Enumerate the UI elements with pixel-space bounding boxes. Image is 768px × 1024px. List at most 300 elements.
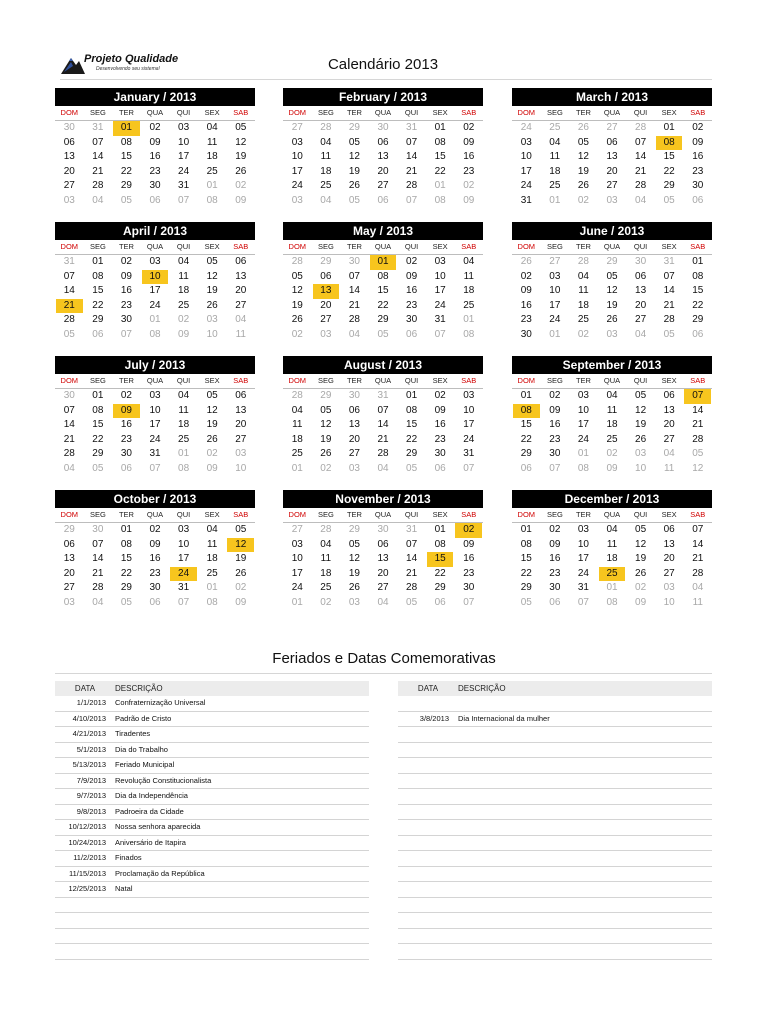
- day-cell: 27: [377, 180, 389, 191]
- day-cell: 19: [348, 165, 360, 177]
- day-cell: 13: [663, 538, 675, 550]
- day-cell: 31: [663, 256, 675, 267]
- table-row: [55, 805, 369, 821]
- day-cell: 24: [577, 567, 589, 579]
- week-row: [283, 165, 483, 180]
- weekday-label: DOM: [288, 242, 307, 251]
- weekday-label: QUA: [374, 108, 392, 117]
- holiday-description: Finados: [115, 853, 142, 862]
- week-row: [283, 270, 483, 285]
- day-cell: 02: [406, 256, 418, 267]
- day-cell: 24: [520, 180, 532, 191]
- table-row: [55, 944, 369, 960]
- week-row: [283, 150, 483, 165]
- day-cell: 16: [120, 285, 132, 296]
- day-cell: 25: [549, 180, 561, 191]
- day-cell: 17: [577, 419, 589, 430]
- day-cell: 08: [120, 136, 132, 148]
- weekday-label: SAB: [690, 510, 706, 519]
- day-cell: 04: [635, 194, 647, 206]
- month-calendar: [283, 356, 483, 476]
- day-cell: 21: [692, 419, 704, 430]
- holiday-description: Dia Internacional da mulher: [458, 713, 550, 723]
- day-cell: 06: [549, 596, 561, 608]
- day-cell: 29: [320, 390, 332, 401]
- month-title: September / 2013: [512, 356, 712, 374]
- day-cell: 12: [235, 136, 247, 148]
- day-cell: 21: [377, 433, 389, 445]
- day-cell: 05: [235, 524, 247, 535]
- weekday-label: SEX: [204, 108, 220, 117]
- day-cell: 09: [520, 285, 532, 296]
- weekday-label: SEG: [317, 242, 334, 251]
- weekday-header: [283, 106, 483, 121]
- week-row: [512, 284, 712, 299]
- day-cell: 15: [120, 151, 132, 162]
- weekday-label: QUI: [633, 510, 648, 519]
- day-cell: 06: [149, 596, 161, 608]
- day-cell: 02: [434, 390, 446, 401]
- day-cell: 08: [120, 538, 132, 550]
- table-row: [398, 774, 712, 790]
- day-cell: 19: [635, 553, 647, 564]
- day-cell: 03: [577, 524, 589, 535]
- day-cell: 30: [406, 314, 418, 325]
- holiday-date: 9/7/2013: [76, 791, 106, 800]
- week-row: [283, 447, 483, 462]
- day-cell: 11: [235, 328, 246, 340]
- day-cell: 08: [377, 270, 389, 282]
- day-cell: 28: [377, 448, 389, 459]
- day-cell: 07: [463, 596, 475, 608]
- table-row: [55, 851, 369, 867]
- week-row: [55, 313, 255, 328]
- day-cell: 08: [206, 194, 218, 206]
- weekday-label: SEX: [432, 376, 448, 385]
- holidays-table-left: [55, 681, 369, 960]
- day-cell: 01: [549, 328, 561, 340]
- weekday-label: QUI: [404, 510, 419, 519]
- weekday-header: [512, 240, 712, 255]
- weekday-label: QUI: [404, 376, 419, 385]
- month-calendar: [55, 88, 255, 208]
- day-cell: 13: [63, 553, 75, 564]
- month-calendar: [512, 222, 712, 342]
- weekday-label: SEG: [89, 376, 106, 385]
- day-cell: 22: [692, 299, 704, 311]
- table-row: [398, 820, 712, 836]
- day-cell: 23: [149, 165, 161, 177]
- day-cell: 17: [434, 285, 446, 296]
- day-cell: 30: [463, 582, 475, 593]
- day-cell: 05: [406, 462, 418, 474]
- week-row: [55, 136, 255, 151]
- day-cell: 28: [635, 180, 647, 191]
- day-cell: 28: [320, 524, 332, 535]
- table-row: [398, 867, 712, 883]
- day-cell: 03: [235, 448, 247, 459]
- holiday-description: Confraternização Universal: [115, 698, 206, 707]
- day-cell: 15: [427, 552, 454, 567]
- day-cell: 14: [63, 285, 75, 296]
- week-row: [512, 596, 712, 611]
- day-cell: 15: [663, 151, 675, 162]
- day-cell: 24: [149, 433, 161, 445]
- weekday-label: SAB: [690, 376, 706, 385]
- day-cell: 02: [120, 390, 132, 401]
- day-cell: 11: [178, 270, 189, 282]
- day-cell: 11: [320, 151, 332, 162]
- weekday-header: [55, 508, 255, 523]
- weekday-label: QUA: [146, 242, 164, 251]
- day-cell: 07: [348, 270, 360, 282]
- day-cell: 01: [463, 314, 475, 325]
- day-cell: 07: [684, 389, 711, 404]
- day-cell: 06: [377, 194, 389, 206]
- weekday-label: DOM: [288, 510, 307, 519]
- day-cell: 22: [520, 433, 532, 445]
- week-row: [512, 255, 712, 270]
- day-cell: 31: [463, 448, 475, 459]
- day-cell: 14: [635, 151, 647, 162]
- day-cell: 10: [577, 404, 589, 416]
- day-cell: 03: [291, 538, 303, 550]
- day-cell: 29: [692, 314, 704, 325]
- day-cell: 31: [149, 448, 161, 459]
- day-cell: 10: [434, 270, 446, 282]
- day-cell: 22: [434, 567, 446, 579]
- day-cell: 15: [434, 151, 446, 162]
- day-cell: 12: [206, 404, 218, 416]
- day-cell: 01: [92, 256, 104, 267]
- day-cell: 29: [377, 314, 389, 325]
- month-title: June / 2013: [512, 222, 712, 240]
- day-cell: 10: [178, 538, 190, 550]
- day-cell: 13: [348, 419, 360, 430]
- weekday-header: [55, 374, 255, 389]
- table-row: [398, 805, 712, 821]
- day-cell: 05: [120, 596, 132, 608]
- day-cell: 17: [149, 419, 161, 430]
- day-cell: 26: [348, 582, 360, 593]
- table-row: [55, 929, 369, 945]
- day-cell: 04: [92, 194, 104, 206]
- day-cell: 04: [606, 390, 618, 401]
- week-row: [512, 313, 712, 328]
- day-cell: 24: [149, 299, 161, 311]
- day-cell: 15: [92, 285, 104, 296]
- day-cell: 30: [120, 314, 132, 325]
- day-cell: 02: [520, 270, 532, 282]
- day-cell: 28: [692, 567, 704, 579]
- day-cell: 06: [663, 390, 675, 401]
- week-row: [283, 462, 483, 477]
- day-cell: 02: [635, 582, 647, 593]
- day-cell: 09: [463, 538, 475, 550]
- day-cell: 04: [206, 122, 218, 133]
- day-cell: 27: [235, 299, 247, 311]
- table-row: [55, 820, 369, 836]
- day-cell: 29: [348, 524, 360, 535]
- day-cell: 06: [120, 462, 132, 474]
- day-cell: 20: [377, 567, 389, 579]
- day-cell: 07: [178, 596, 190, 608]
- day-cell: 19: [206, 285, 218, 296]
- day-cell: 25: [549, 122, 561, 133]
- table-row: [398, 743, 712, 759]
- day-cell: 18: [463, 285, 475, 296]
- day-cell: 01: [206, 180, 218, 191]
- day-cell: 02: [320, 596, 332, 608]
- day-cell: 14: [406, 553, 418, 564]
- day-cell: 09: [120, 270, 132, 282]
- day-cell: 07: [63, 404, 75, 416]
- table-row: [398, 851, 712, 867]
- day-cell: 27: [606, 122, 618, 133]
- logo: [60, 52, 220, 80]
- week-row: [512, 447, 712, 462]
- day-cell: 24: [577, 433, 589, 445]
- day-cell: 06: [92, 328, 104, 340]
- weekday-label: TER: [346, 510, 362, 519]
- day-cell: 07: [692, 524, 704, 535]
- day-cell: 22: [120, 165, 132, 177]
- week-row: [283, 284, 483, 299]
- day-cell: 01: [692, 256, 704, 267]
- day-cell: 03: [606, 328, 618, 340]
- day-cell: 06: [692, 328, 704, 340]
- day-cell: 27: [291, 524, 303, 535]
- day-cell: 31: [178, 180, 190, 191]
- weekday-label: QUA: [146, 510, 164, 519]
- day-cell: 05: [206, 256, 218, 267]
- weekday-label: QUA: [603, 108, 621, 117]
- day-cell: 01: [206, 582, 218, 593]
- day-cell: 05: [206, 390, 218, 401]
- day-cell: 23: [120, 299, 132, 311]
- holiday-description: Padrão de Cristo: [115, 713, 172, 723]
- day-cell: 11: [206, 136, 218, 148]
- day-cell: 22: [434, 165, 446, 177]
- day-cell: 08: [656, 136, 683, 151]
- table-header: [55, 681, 369, 696]
- weekday-label: DOM: [517, 242, 536, 251]
- day-cell: 22: [92, 433, 104, 445]
- day-cell: 14: [92, 151, 104, 162]
- week-row: [512, 567, 712, 582]
- day-cell: 16: [406, 285, 418, 296]
- day-cell: 29: [520, 448, 532, 459]
- day-cell: 18: [606, 419, 618, 430]
- weekday-label: SEG: [317, 376, 334, 385]
- day-cell: 02: [455, 523, 482, 538]
- week-row: [512, 270, 712, 285]
- week-row: [512, 462, 712, 477]
- weekday-label: DOM: [517, 108, 536, 117]
- day-cell: 25: [320, 180, 332, 191]
- day-cell: 21: [406, 165, 418, 177]
- day-cell: 03: [149, 390, 161, 401]
- weekday-label: DOM: [517, 510, 536, 519]
- day-cell: 07: [149, 462, 161, 474]
- day-cell: 25: [206, 567, 218, 579]
- weekday-label: SEX: [661, 376, 677, 385]
- weekday-header: [55, 240, 255, 255]
- week-row: [283, 136, 483, 151]
- day-cell: 03: [463, 390, 475, 401]
- day-cell: 28: [92, 180, 104, 191]
- day-cell: 06: [149, 194, 161, 206]
- day-cell: 25: [291, 448, 303, 459]
- weekday-label: QUI: [633, 376, 648, 385]
- weekday-label: QUI: [633, 108, 648, 117]
- weekday-label: QUA: [146, 376, 164, 385]
- week-row: [55, 194, 255, 209]
- holiday-date: 5/1/2013: [76, 744, 106, 754]
- weekday-label: SAB: [233, 510, 249, 519]
- day-cell: 05: [520, 596, 532, 608]
- table-row: [55, 913, 369, 929]
- day-cell: 31: [406, 122, 418, 133]
- logo-name: Projeto Qualidade: [84, 53, 179, 65]
- weekday-header: [512, 508, 712, 523]
- day-cell: 26: [635, 433, 647, 445]
- day-cell: 29: [120, 180, 132, 191]
- day-cell: 02: [149, 524, 161, 535]
- day-cell: 31: [63, 256, 75, 267]
- weekday-label: DOM: [60, 108, 79, 117]
- day-cell: 04: [320, 538, 332, 550]
- day-cell: 09: [463, 136, 475, 148]
- day-cell: 12: [320, 419, 332, 430]
- day-cell: 11: [663, 462, 675, 474]
- day-cell: 09: [113, 404, 140, 419]
- month-title: January / 2013: [55, 88, 255, 106]
- table-header: [398, 681, 712, 696]
- week-row: [512, 404, 712, 419]
- day-cell: 14: [377, 419, 389, 430]
- day-cell: 09: [692, 136, 704, 148]
- weekday-label: SAB: [461, 242, 477, 251]
- week-row: [512, 523, 712, 538]
- weekday-label: DOM: [288, 108, 307, 117]
- day-cell: 26: [206, 299, 218, 311]
- weekday-label: SEX: [661, 510, 677, 519]
- day-cell: 07: [406, 136, 418, 148]
- day-cell: 09: [149, 538, 161, 550]
- day-cell: 01: [291, 596, 303, 608]
- weekday-label: DOM: [517, 376, 536, 385]
- week-row: [55, 150, 255, 165]
- day-cell: 23: [463, 567, 475, 579]
- day-cell: 19: [235, 151, 247, 162]
- day-cell: 02: [549, 524, 561, 535]
- day-cell: 06: [377, 136, 389, 148]
- week-row: [283, 538, 483, 553]
- day-cell: 01: [549, 194, 561, 206]
- day-cell: 01: [178, 448, 190, 459]
- weekday-label: TER: [575, 376, 591, 385]
- weekday-header: [512, 106, 712, 121]
- day-cell: 04: [635, 328, 647, 340]
- day-cell: 28: [92, 582, 104, 593]
- week-row: [55, 523, 255, 538]
- day-cell: 19: [291, 299, 303, 311]
- day-cell: 09: [235, 194, 247, 206]
- month-calendar: [55, 356, 255, 476]
- day-cell: 06: [63, 538, 75, 550]
- day-cell: 24: [549, 314, 561, 325]
- table-row: [55, 789, 369, 805]
- day-cell: 25: [463, 299, 475, 311]
- holiday-date: 4/10/2013: [72, 713, 106, 723]
- weekday-label: SAB: [233, 242, 249, 251]
- weekday-label: SAB: [233, 376, 249, 385]
- day-cell: 01: [92, 390, 104, 401]
- day-cell: 02: [235, 582, 247, 593]
- day-cell: 27: [291, 122, 303, 133]
- day-cell: 26: [577, 122, 589, 133]
- week-row: [55, 121, 255, 136]
- holiday-date: 10/12/2013: [68, 822, 106, 831]
- day-cell: 28: [663, 314, 675, 325]
- weekday-label: SEX: [204, 510, 220, 519]
- day-cell: 06: [520, 462, 532, 474]
- month-title: July / 2013: [55, 356, 255, 374]
- day-cell: 03: [178, 122, 190, 133]
- day-cell: 20: [63, 567, 75, 579]
- day-cell: 26: [291, 314, 303, 325]
- weekday-label: QUA: [146, 108, 164, 117]
- day-cell: 28: [635, 122, 647, 133]
- holidays-divider: [55, 673, 712, 674]
- day-cell: 07: [92, 136, 104, 148]
- day-cell: 09: [406, 270, 418, 282]
- holidays-table-right: [398, 681, 712, 960]
- day-cell: 27: [320, 314, 332, 325]
- day-cell: 07: [377, 404, 389, 416]
- day-cell: 22: [520, 567, 532, 579]
- month-calendar: [283, 88, 483, 208]
- week-row: [55, 328, 255, 343]
- day-cell: 03: [348, 462, 360, 474]
- weekday-header: [512, 374, 712, 389]
- day-cell: 29: [348, 122, 360, 133]
- day-cell: 13: [63, 151, 75, 162]
- day-cell: 13: [235, 404, 247, 416]
- day-cell: 03: [291, 194, 303, 206]
- day-cell: 17: [149, 285, 161, 296]
- weekday-label: QUI: [633, 242, 648, 251]
- day-cell: 22: [663, 165, 675, 177]
- day-cell: 29: [320, 256, 332, 267]
- col-desc-header: DESCRIÇÃO: [115, 684, 163, 693]
- day-cell: 08: [92, 270, 104, 282]
- day-cell: 11: [606, 404, 618, 416]
- day-cell: 02: [178, 314, 190, 325]
- day-cell: 12: [348, 151, 360, 162]
- day-cell: 05: [692, 448, 704, 459]
- day-cell: 27: [235, 433, 247, 445]
- table-row: [55, 712, 369, 728]
- day-cell: 20: [663, 419, 675, 430]
- weekday-label: SEG: [89, 108, 106, 117]
- day-cell: 19: [320, 433, 332, 445]
- day-cell: 25: [599, 567, 626, 582]
- day-cell: 13: [606, 151, 618, 162]
- table-row: [398, 758, 712, 774]
- day-cell: 20: [635, 299, 647, 311]
